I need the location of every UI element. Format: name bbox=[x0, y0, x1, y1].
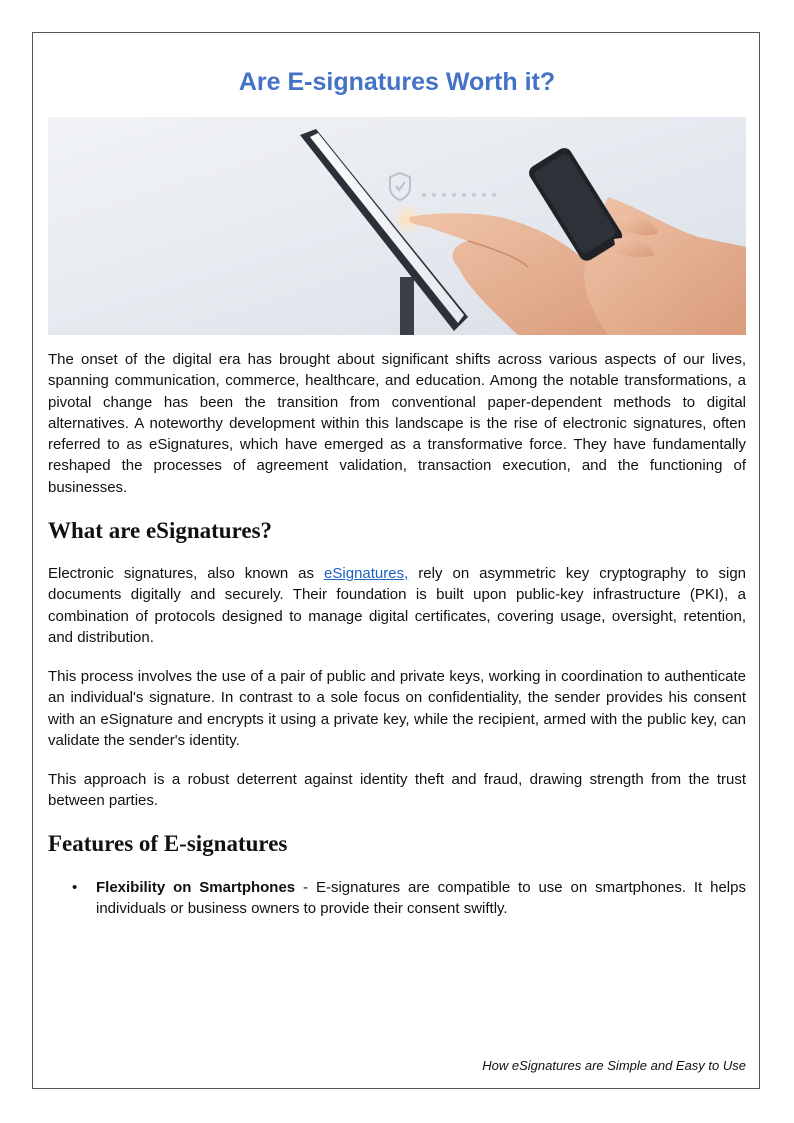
feature-description: - E-signatures are compatible to use on smartphones. It helps individuals or business owners to provide their consent swiftly. bbox=[96, 879, 746, 918]
definition-text-end: rely on asymmetric key cryptography to sign documents digitally and securely. Their foundation is built upon public-key infrastructure (PKI), a combination of protocols designed to manage digital certificates, covering usage, oversight, retention, and distribution. bbox=[48, 565, 747, 646]
section-heading-what-are-esignatures: What are eSignatures? bbox=[48, 518, 273, 543]
esignatures-link[interactable]: eSignatures, bbox=[324, 565, 409, 582]
features-list bbox=[48, 877, 746, 920]
hero-image bbox=[48, 117, 746, 335]
section-heading-features: Features of E-signatures bbox=[48, 831, 288, 856]
deterrent-paragraph: This approach is a robust deterrent against identity theft and fraud, drawing strength from the trust between parties. bbox=[48, 771, 746, 810]
definition-text-start: Electronic signatures, also known as bbox=[48, 565, 325, 582]
list-item bbox=[48, 877, 746, 920]
intro-paragraph: The onset of the digital era has brought about significant shifts across various aspects of our lives, spanning communication, commerce, healthcare, and education. Among the notable transformations, a pivotal change has been the transition from conventional paper-dependent methods to digital alternatives. A noteworthy development within this landscape is the rise of electronic signatures, often referred to as eSignatures, which have emerged as a transformative force. They have fundamentally reshaped the processes of agreement validation, transaction execution, and the functioning of businesses. bbox=[48, 351, 746, 496]
process-paragraph: This process involves the use of a pair of public and private keys, working in coordination to authenticate an individual's signature. In contrast to a sole focus on confidentiality, the sender provides his consent with an eSignature and encrypts it using a private key, while the recipient, armed with the public key, can validate the sender's identity. bbox=[48, 668, 746, 749]
page-title: Are E-signatures Worth it? bbox=[238, 68, 556, 96]
feature-label: Flexibility on Smartphones bbox=[96, 879, 296, 896]
definition-paragraph bbox=[48, 563, 746, 648]
bullet-dot-icon: • bbox=[72, 879, 78, 896]
page-footer: How eSignatures are Simple and Easy to Use bbox=[482, 1058, 746, 1073]
